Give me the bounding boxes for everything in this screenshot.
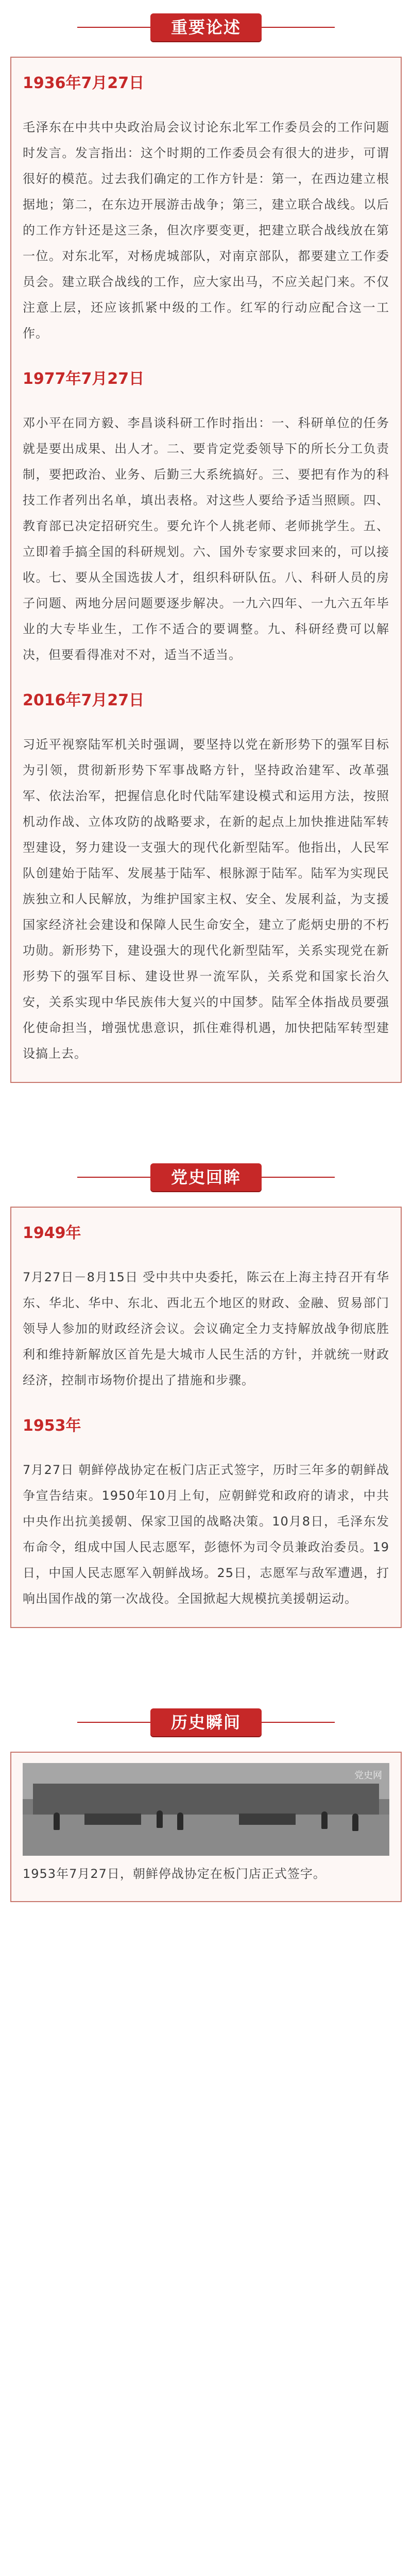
entry-date: 1949年 [23,1224,81,1242]
entry-date: 1953年 [23,1417,81,1435]
entry-text: 邓小平在同方毅、李昌谈科研工作时指出：一、科研单位的任务就是要出成果、出人才。二、要肯定党委领导下的所长分工负责制，要把政治、业务、后勤三大系统搞好。三、要把有作为的科技工作者列出名单，填出表格。对这些人要给予适当照顾。四、教育部已决定招研究生。要允许个人挑老师、老师挑学生。五、立即着手搞全国的科研规划。六、国外专家要求回来的，可以接收。七、要从全国选拔人才，组织科研队伍。八、科研人员的房子问题、两地分居问题要逐步解决。一九六四年、一九六五年毕业的大专毕业生，工作不适合的要调整。九、科研经费可以解决，但要看得准对不对，适当不适当。 [23,416,389,662]
entry-date: 1977年7月27日 [23,370,145,388]
section-title-moment: 历史瞬间 [150,1708,262,1736]
photo-person [157,1810,163,1828]
entry-text: 毛泽东在中共中央政治局会议讨论东北军工作委员会的工作问题时发言。发言指出：这个时期的工作委员会有很大的进步，可谓很好的模范。过去我们确定的工作方针是：第一，在西边建立根据地；第二，在东边开展游击战争；第三，建立联合战线。以后的工作方针还是这三条，但次序要变更，把建立联合战线放在第一位。对东北军，对杨虎城部队，对南京部队，都要建立工作委员会。建立联合战线的工作，应大家出马，不应关起门来。不仅注意上层，还应该抓紧中级的工作。红军的行动应配合这一工作。 [23,120,389,341]
spacer [0,1628,412,1695]
entry-date: 1936年7月27日 [23,74,145,92]
photo-table [84,1814,141,1825]
section-title-history: 党史回眸 [150,1163,262,1191]
photo-person [321,1811,328,1829]
entry-text: 习近平视察陆军机关时强调，要坚持以党在新形势下的强军目标为引领，贯彻新形势下军事战略方针，坚持政治建军、改革强军、依法治军，把握信息化时代陆军建设模式和运用方法，按照机动作战、立体攻防的战略要求，在新的起点上加快推进陆军转型建设，努力建设一支强大的现代化新型陆军。他指出，人民军队创建始于陆军、发展基于陆军、根脉源于陆军。陆军为实现民族独立和人民解放，为维护国家主权、安全、发展利益，为支援国家经济社会建设和保障人民生命安全，建立了彪炳史册的不朽功勋。新形势下，建设强大的现代化新型陆军，关系实现党在新形势下的强军目标、建设世界一流军队，关系党和国家长治久安，关系实现中华民族伟大复兴的中国梦。陆军全体指战员要强化使命担当，增强忧患意识，抓住难得机遇，加快把陆军转型建设搞上去。 [23,737,389,1061]
important-box [10,57,402,1083]
entry-text: 7月27日－8月15日 受中共中央委托，陈云在上海主持召开有华东、华北、华中、东北、西北五个地区的财政、金融、贸易部门领导人参加的财政经济会议。会议确定全力支持解放战争彻底胜利和维持新解放区首先是大城市人民生活的方针，并就统一财政经济，控制市场物价提出了措施和步骤。 [23,1270,389,1387]
section-title-important: 重要论述 [150,13,262,41]
entry-date: 2016年7月27日 [23,691,145,709]
photo-floor [23,1815,389,1856]
photo-watermark: 党史网 [354,1770,382,1781]
entry-text: 7月27日 朝鲜停战协定在板门店正式签字，历时三年多的朝鲜战争宣告结束。1950年10月上旬，应朝鲜党和政府的请求，中共中央作出抗美援朝、保家卫国的战略决策。10月8日，毛泽东发布命令，组成中国人民志愿军，彭德怀为司令员兼政治委员。19日，中国人民志愿军入朝鲜战场。25日，志愿军与敌军遭遇，打响出国作战的第一次战役。全国掀起大规模抗美援朝运动。 [23,1463,389,1606]
moment-section [0,1695,412,1902]
section-title-wrap [0,1150,412,1207]
important-section [0,0,412,1083]
photo-hall [33,1784,379,1815]
spacer [0,1083,412,1150]
bottom-space [0,1902,412,1923]
photo-table [239,1814,296,1825]
history-section [0,1150,412,1628]
moment-box [10,1752,402,1902]
photo-person [352,1814,358,1831]
historical-photo [23,1763,389,1856]
section-title-wrap [0,0,412,57]
photo-person [177,1812,183,1830]
section-title-wrap [0,1695,412,1752]
history-box [10,1207,402,1628]
photo-caption: 1953年7月27日，朝鲜停战协定在板门店正式签字。 [23,1867,326,1881]
photo-person [54,1812,60,1830]
